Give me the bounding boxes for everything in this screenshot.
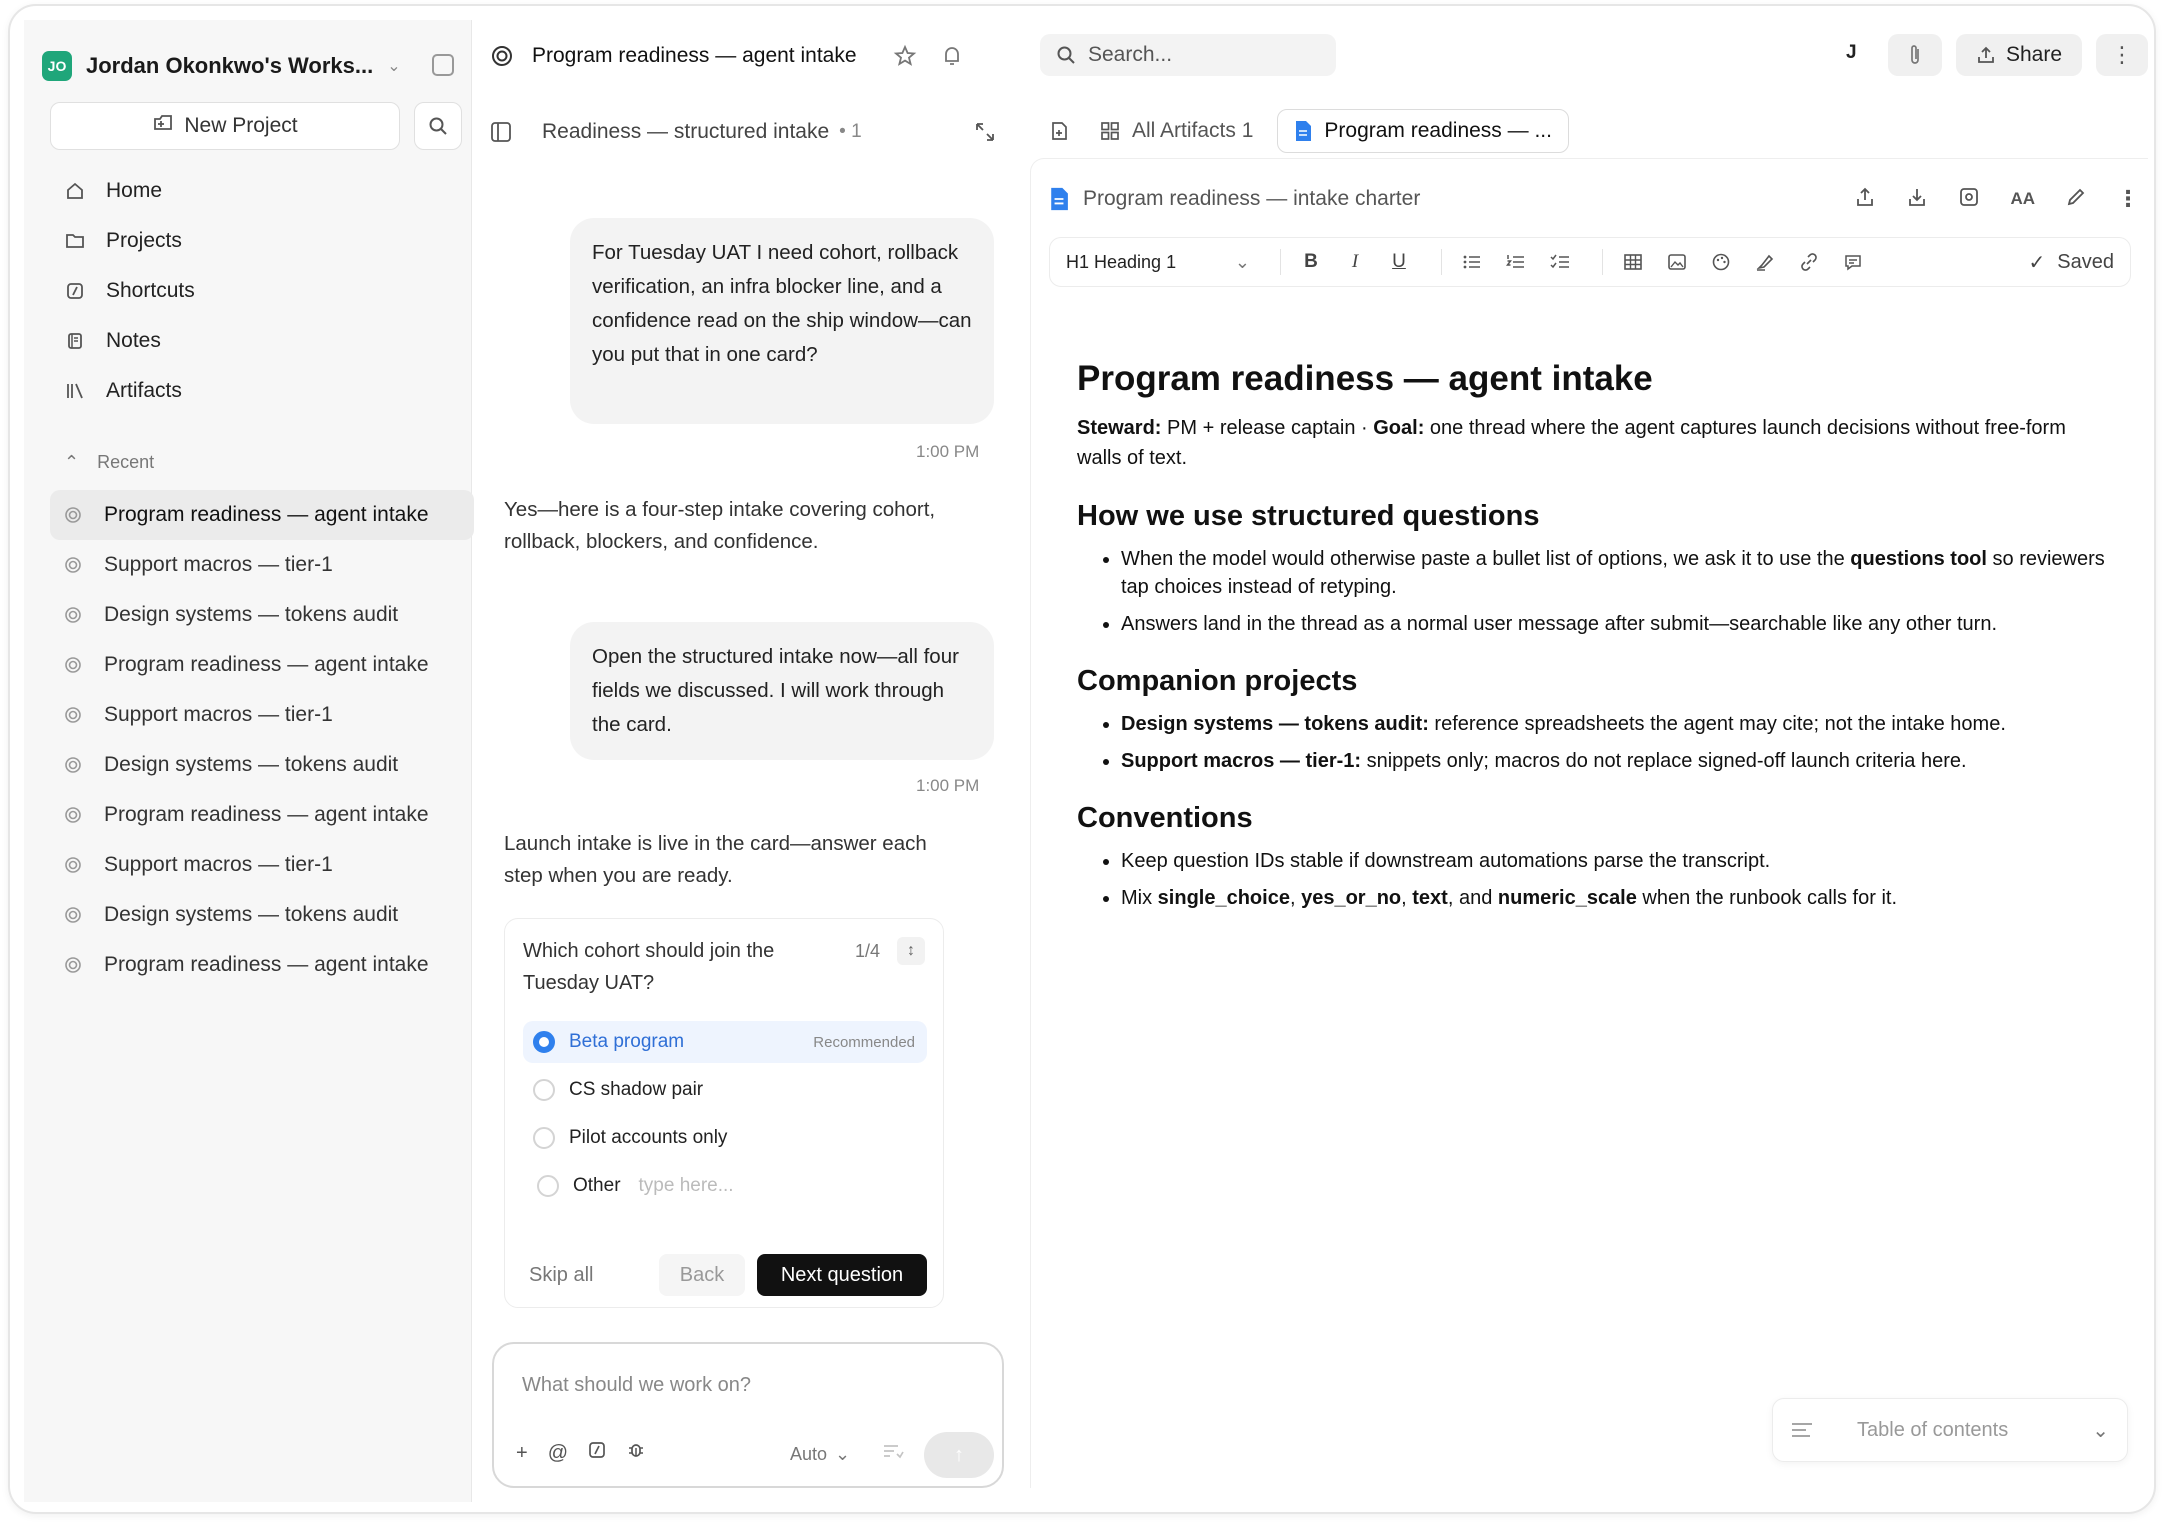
- option-label: Other: [573, 1175, 621, 1196]
- section-heading: Conventions: [1077, 802, 1253, 834]
- question-step: 1/4: [855, 941, 881, 961]
- sidebar-nav: [50, 166, 462, 416]
- document-actions: [1854, 186, 2139, 213]
- arrow-up-icon: ↑: [954, 1443, 964, 1466]
- back-button[interactable]: Back: [659, 1254, 745, 1296]
- sidebar-item-label: Notes: [106, 329, 161, 352]
- toolbar-divider: [1441, 249, 1442, 275]
- more-vertical-icon[interactable]: ⋮: [2117, 186, 2139, 211]
- document-body[interactable]: [1077, 357, 2107, 921]
- option-label: CS shadow pair: [569, 1079, 704, 1100]
- recent-item[interactable]: [50, 590, 474, 640]
- table-icon[interactable]: [1617, 246, 1649, 278]
- download-icon[interactable]: [1906, 186, 1928, 213]
- link-icon[interactable]: [1793, 246, 1825, 278]
- toc-label: Table of contents: [1857, 1418, 2009, 1441]
- recent-item[interactable]: [50, 690, 474, 740]
- upload-icon: [1976, 45, 1996, 65]
- document-panel: [1030, 158, 2148, 1488]
- option-pilot-accounts[interactable]: [523, 1117, 927, 1159]
- chevron-down-icon: ⌄: [1234, 251, 1250, 272]
- bug-icon[interactable]: [626, 1440, 646, 1466]
- sidebar-item-projects[interactable]: [50, 216, 462, 266]
- user-message: Open the structured intake now—all four fields we discussed. I will work through the card.: [570, 622, 994, 760]
- chat-thread-icon: [490, 44, 514, 68]
- sidebar-item-artifacts[interactable]: [50, 366, 462, 416]
- user-avatar[interactable]: J: [1846, 42, 1857, 63]
- recent-item-label: Program readiness — agent intake: [104, 503, 429, 526]
- sidebar-search-button[interactable]: [414, 102, 462, 150]
- preview-icon[interactable]: [1958, 186, 1980, 213]
- tab-label: All Artifacts 1: [1132, 119, 1254, 142]
- search-icon: [1056, 45, 1076, 65]
- message-time: 1:00 PM: [916, 442, 980, 461]
- other-input[interactable]: type here...: [638, 1175, 734, 1196]
- chat-thread-icon: [64, 705, 84, 725]
- question-card: [504, 918, 944, 1308]
- more-options-button[interactable]: [2096, 34, 2148, 76]
- table-of-contents-toggle[interactable]: [1772, 1398, 2128, 1462]
- composer[interactable]: [492, 1342, 1004, 1488]
- share-button[interactable]: [1956, 34, 2082, 76]
- radio-icon: [533, 1127, 555, 1149]
- font-size-button[interactable]: AA: [2010, 189, 2035, 208]
- toolbar-divider: [1602, 249, 1603, 275]
- mention-icon[interactable]: @: [547, 1441, 568, 1464]
- shortcut-icon: [64, 280, 86, 302]
- recent-item-label: Support macros — tier-1: [104, 853, 333, 876]
- card-actions: [523, 1253, 927, 1297]
- skip-all-button[interactable]: Skip all: [529, 1263, 594, 1286]
- italic-icon[interactable]: I: [1351, 251, 1359, 272]
- document-icon: [1294, 120, 1312, 142]
- option-beta-program[interactable]: [523, 1021, 927, 1063]
- chat-thread-icon: [64, 955, 84, 975]
- chevron-down-icon: ⌄: [2092, 1419, 2109, 1442]
- recent-item-label: Program readiness — agent intake: [104, 653, 429, 676]
- attach-button[interactable]: [1888, 34, 1942, 76]
- assistant-message: Yes—here is a four-step intake covering cohort, rollback, blockers, and confidence.: [504, 498, 936, 553]
- new-project-button[interactable]: [50, 102, 400, 150]
- list-item: • Keep question IDs stable if downstream automations parse the transcript.: [1121, 847, 2107, 875]
- save-status: [2029, 250, 2114, 275]
- search-input[interactable]: [1040, 34, 1336, 76]
- section-heading: How we use structured questions: [1077, 500, 1540, 532]
- document-intro: Steward: PM + release captain · Goal: one thread where the agent captures launch decisions without free-form walls of text.: [1077, 417, 2066, 469]
- artifact-tabs: [1038, 106, 2148, 156]
- radio-selected-icon: [533, 1031, 555, 1053]
- question-text: Which cohort should join the Tuesday UAT?: [523, 940, 775, 994]
- artifacts-icon: [64, 380, 86, 402]
- comment-icon[interactable]: [1837, 246, 1869, 278]
- expand-icon[interactable]: [974, 121, 996, 143]
- next-question-button[interactable]: Next question: [757, 1254, 927, 1296]
- highlighter-icon[interactable]: [1749, 246, 1781, 278]
- workspace-switcher[interactable]: [42, 38, 454, 94]
- folder-icon: [64, 230, 86, 252]
- option-label: Beta program: [569, 1031, 685, 1052]
- user-message: For Tuesday UAT I need cohort, rollback verification, an infra blocker line, and a confidence read on the ship window—can you put that in one card?: [570, 218, 994, 424]
- toc-lines-icon: [1791, 1422, 1813, 1438]
- list-item: • Mix single_choice, yes_or_no, text, and numeric_scale when the runbook calls for it.: [1121, 884, 2107, 912]
- workspace-name: Jordan Okonkwo's Works...: [86, 53, 374, 78]
- option-other[interactable]: [527, 1165, 931, 1207]
- heading-select[interactable]: [1066, 252, 1266, 273]
- new-project-label: New Project: [184, 114, 298, 137]
- assistant-message: Launch intake is live in the card—answer each step when you are ready.: [504, 832, 927, 887]
- plus-icon[interactable]: +: [516, 1441, 528, 1464]
- chat-thread-icon: [64, 855, 84, 875]
- chevron-down-icon: ⌄: [387, 58, 401, 75]
- document-heading: Program readiness — agent intake: [1077, 359, 1653, 398]
- palette-icon[interactable]: [1705, 246, 1737, 278]
- recent-item-label: Support macros — tier-1: [104, 553, 333, 576]
- sidebar-item-label: Home: [106, 179, 163, 202]
- list-item: • Design systems — tokens audit: reference spreadsheets the agent may cite; not the intake home.: [1121, 710, 2107, 738]
- recent-item-label: Support macros — tier-1: [104, 703, 333, 726]
- message-time: 1:00 PM: [916, 776, 980, 795]
- bell-icon[interactable]: [941, 44, 963, 68]
- composer-input[interactable]: What should we work on?: [522, 1374, 752, 1396]
- sidebar: [24, 20, 472, 1502]
- home-icon: [64, 180, 86, 202]
- recent-item-label: Design systems — tokens audit: [104, 603, 399, 626]
- chat-thread-icon: [64, 605, 84, 625]
- radio-icon: [533, 1079, 555, 1101]
- workspace-avatar: JO: [42, 51, 72, 81]
- chat-title: Program readiness — agent intake: [532, 44, 857, 67]
- recent-item[interactable]: [50, 790, 474, 840]
- recent-item[interactable]: [50, 740, 474, 790]
- thread-count: • 1: [839, 121, 862, 142]
- checklist-icon[interactable]: [1544, 246, 1576, 278]
- toolbar-divider: [1280, 249, 1281, 275]
- bullet-list: [1121, 847, 2107, 912]
- chat-header: [490, 20, 1030, 92]
- tab-program-readiness-doc[interactable]: [1277, 109, 1569, 153]
- recommended-badge: Recommended: [813, 1033, 915, 1051]
- star-icon[interactable]: [893, 44, 917, 68]
- sidebar-item-home[interactable]: [50, 166, 462, 216]
- document-title: Program readiness — intake charter: [1083, 187, 1421, 210]
- chat-thread-icon: [64, 505, 84, 525]
- section-heading: Companion projects: [1077, 665, 1358, 697]
- option-label: Pilot accounts only: [569, 1127, 728, 1148]
- bullet-list-icon[interactable]: [1456, 246, 1488, 278]
- list-item: • Answers land in the thread as a normal user message after submit—searchable like any other turn.: [1121, 610, 2107, 638]
- model-select-label: Auto: [790, 1444, 828, 1464]
- bullet-list: [1121, 545, 2107, 638]
- export-icon[interactable]: [1854, 186, 1876, 213]
- sidebar-item-label: Shortcuts: [106, 279, 195, 302]
- chat-thread-icon: [64, 805, 84, 825]
- chevron-up-icon: ⌃: [64, 452, 80, 472]
- recent-item[interactable]: [50, 640, 474, 690]
- save-status-label: Saved: [2057, 250, 2114, 273]
- recent-item[interactable]: [50, 540, 474, 590]
- recent-item-label: Design systems — tokens audit: [104, 753, 399, 776]
- chat-thread-icon: [64, 755, 84, 775]
- thread-bar: [490, 106, 1010, 158]
- send-button[interactable]: [924, 1432, 994, 1478]
- new-artifact-icon[interactable]: [1048, 120, 1070, 142]
- sidebar-item-notes[interactable]: [50, 316, 462, 366]
- recent-item[interactable]: [50, 490, 474, 540]
- document-icon: [1049, 186, 1069, 212]
- app-window: [8, 4, 2156, 1514]
- chat-thread-icon: [64, 555, 84, 575]
- image-icon[interactable]: [1661, 246, 1693, 278]
- new-project-icon: [152, 113, 174, 139]
- recent-item-label: Program readiness — agent intake: [104, 803, 429, 826]
- search-placeholder: Search...: [1088, 43, 1173, 66]
- tab-label: Program readiness — ...: [1324, 119, 1552, 142]
- grid-icon: [1100, 121, 1120, 141]
- editor-toolbar: [1049, 237, 2131, 287]
- document-header: [1049, 177, 2139, 221]
- thread-title: Readiness — structured intake: [542, 120, 830, 143]
- recent-item[interactable]: [50, 890, 474, 940]
- recent-list: [50, 490, 474, 990]
- format-icon[interactable]: [882, 1442, 904, 1465]
- chat-thread-icon: [64, 655, 84, 675]
- composer-tools: [516, 1440, 646, 1466]
- sidebar-toggle-icon[interactable]: [490, 121, 512, 143]
- recent-item-label: Design systems — tokens audit: [104, 903, 399, 926]
- model-select[interactable]: [790, 1444, 850, 1465]
- option-cs-shadow-pair[interactable]: [523, 1069, 927, 1111]
- list-item: • Support macros — tier-1: snippets only; macros do not replace signed-off launch criteria here.: [1121, 747, 2107, 775]
- recent-section-toggle[interactable]: [64, 452, 154, 473]
- paperclip-icon: [1906, 43, 1924, 67]
- edit-icon[interactable]: [2065, 186, 2087, 213]
- sidebar-item-label: Artifacts: [106, 379, 182, 402]
- panel-toggle-icon[interactable]: [432, 54, 454, 76]
- share-label: Share: [2005, 43, 2063, 66]
- notes-icon: [64, 330, 86, 352]
- reorder-icon[interactable]: ↕: [897, 937, 925, 965]
- chat-thread-icon: [64, 905, 84, 925]
- sidebar-item-shortcuts[interactable]: [50, 266, 462, 316]
- bold-icon[interactable]: B: [1304, 251, 1318, 272]
- list-item: • When the model would otherwise paste a bullet list of options, we ask it to use the questions tool so reviewers tap choices instead of retyping.: [1121, 545, 2107, 601]
- chevron-down-icon: ⌄: [835, 1444, 851, 1464]
- radio-icon: [537, 1175, 559, 1197]
- recent-item[interactable]: [50, 940, 474, 990]
- search-icon: [428, 116, 448, 136]
- shortcut-icon[interactable]: [588, 1441, 606, 1465]
- heading-select-label: H1 Heading 1: [1066, 251, 1177, 272]
- numbered-list-icon[interactable]: [1500, 246, 1532, 278]
- check-icon: ✓: [2028, 251, 2046, 274]
- sidebar-item-label: Projects: [106, 229, 182, 252]
- more-vertical-icon: ⋮: [2111, 42, 2133, 67]
- recent-item-label: Program readiness — agent intake: [104, 953, 429, 976]
- underline-icon[interactable]: U: [1392, 251, 1406, 272]
- bullet-list: [1121, 710, 2107, 775]
- recent-label: Recent: [97, 452, 155, 472]
- tab-all-artifacts[interactable]: [1100, 119, 1253, 143]
- recent-item[interactable]: [50, 840, 474, 890]
